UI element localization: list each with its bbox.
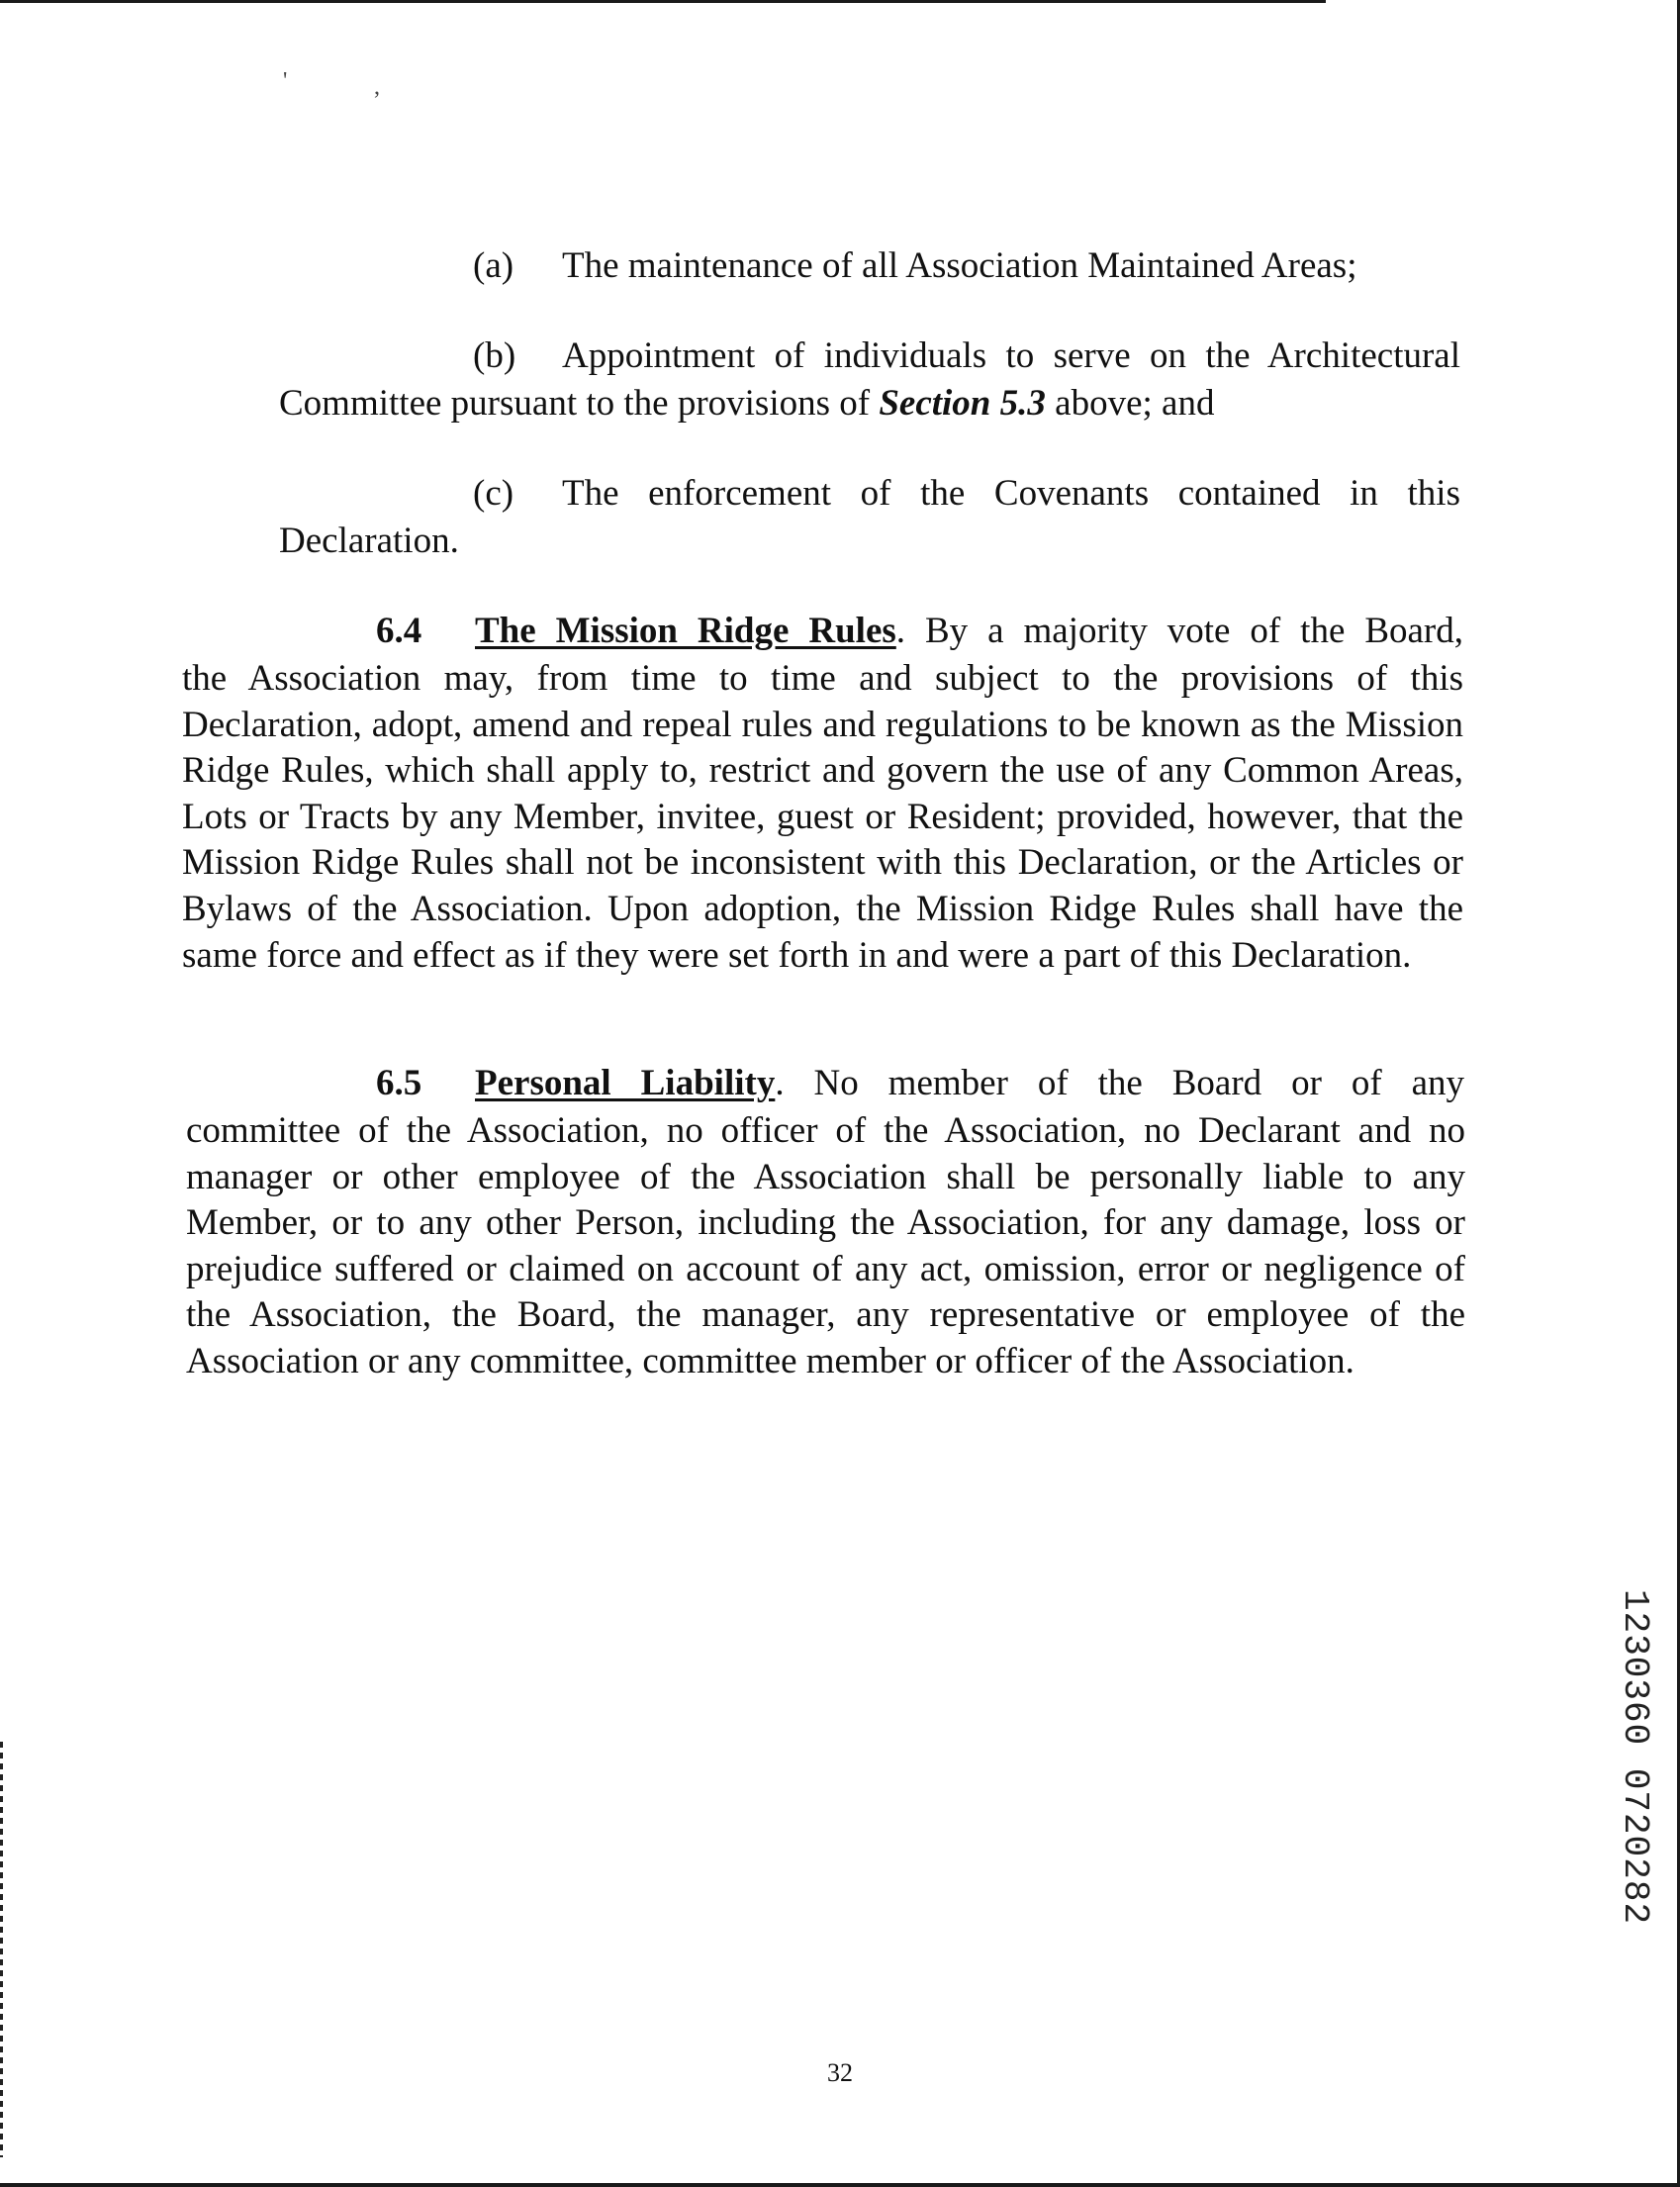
section-6-5-lead: No member of the Board or of any bbox=[784, 1063, 1464, 1103]
section-6-4-heading bbox=[376, 609, 1463, 654]
page-number: 32 bbox=[827, 2058, 853, 2087]
section-6-4-lead: By a majority vote of the Board, bbox=[905, 611, 1463, 651]
section-6-4-body: the Association may, from time to time and subject to the provisions of this Declaration, adopt, amend and repeal rules and regulations to be known as the Mission Ridge Rules, which shall apply to, restrict and govern the use of any Common Areas, Lots or Tracts by any Member, invitee, guest or Resident; provided, however, that the Mission Ridge Rules shall not be inconsistent with this Declaration, or the Articles or Bylaws of the Association. Upon adoption, the Mission Ridge Rules shall have the same force and effect as if they were set forth in and were a part of this Declaration. bbox=[182, 658, 1463, 976]
section-6-4-title-punct: . bbox=[895, 611, 906, 651]
list-item-a bbox=[473, 243, 1356, 289]
list-item-b-line2 bbox=[279, 381, 1214, 427]
list-item-c-label: (c) bbox=[473, 473, 514, 514]
section-6-5-title: Personal Liability bbox=[475, 1063, 776, 1103]
section-reference: Section 5.3 bbox=[879, 383, 1046, 424]
scan-speck: ' bbox=[283, 68, 288, 94]
list-item-b-label: (b) bbox=[473, 335, 516, 376]
list-item-c-line1 bbox=[473, 471, 1460, 517]
scan-border-bottom bbox=[0, 2183, 1680, 2187]
scan-border-top bbox=[0, 0, 1326, 3]
section-6-5-number: 6.5 bbox=[376, 1063, 422, 1103]
section-6-5-heading bbox=[376, 1061, 1464, 1106]
list-item-a-text: The maintenance of all Association Maintained Areas; bbox=[562, 245, 1357, 286]
list-item-b-text-before: Committee pursuant to the provisions of bbox=[279, 383, 880, 424]
list-item-b-text-line1: Appointment of individuals to serve on the Architectural bbox=[562, 335, 1460, 376]
section-6-4-title: The Mission Ridge Rules bbox=[475, 611, 896, 651]
list-item-a-label: (a) bbox=[473, 245, 514, 286]
scan-border-left-dashed bbox=[0, 1742, 3, 2157]
recording-stamp: 1230360 0720282 bbox=[1615, 1589, 1655, 1926]
list-item-c-line2 bbox=[279, 519, 459, 564]
list-item-b-text-after: above; and bbox=[1045, 383, 1215, 424]
list-item-b-line1 bbox=[473, 333, 1460, 379]
section-6-5-title-punct: . bbox=[775, 1063, 785, 1103]
section-6-5-body: committee of the Association, no officer of the Association, no Declarant and no manager or other employee of the Association shall be personally liable to any Member, or to any other Person, including the Association, for any damage, loss or prejudice suffered or claimed on account of any act, omission, error or negligence of the Association, the Board, the manager, any representative or employee of the Association or any committee, committee member or officer of the Association. bbox=[186, 1110, 1465, 1381]
section-6-4-number: 6.4 bbox=[376, 611, 422, 651]
scan-speck: , bbox=[374, 74, 380, 100]
list-item-c-text-line2: Declaration. bbox=[279, 521, 459, 561]
list-item-c-text-line1: The enforcement of the Covenants contained in this bbox=[562, 473, 1460, 514]
